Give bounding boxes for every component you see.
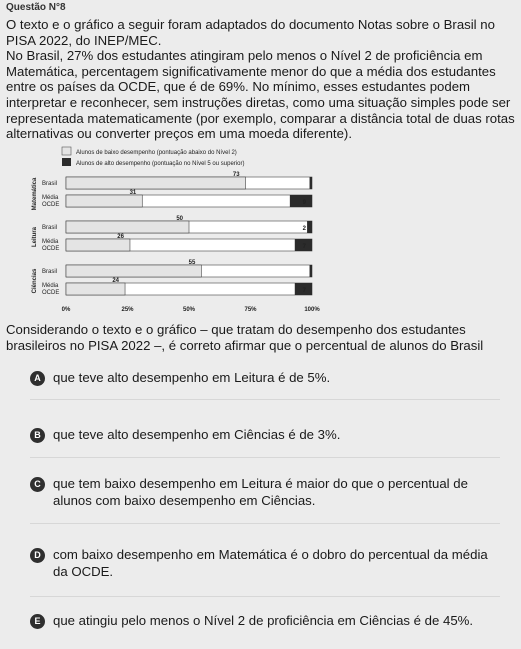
x-tick-label: 50%	[182, 307, 196, 313]
option-e-badge: E	[30, 614, 45, 629]
legend-swatch-high	[62, 158, 71, 166]
bar-low	[66, 195, 142, 207]
bar-low-label: 24	[112, 278, 120, 284]
question-label: Questão N°8	[6, 2, 66, 13]
option-a-text: que teve alto desempenho em Leitura é de 5%.	[53, 370, 331, 385]
intro-paragraph-1: O texto e o gráfico a seguir foram adaptados do documento Notas sobre o Brasil no PISA 2022, do INEP/MEC.	[6, 17, 495, 48]
divider	[30, 523, 500, 524]
divider	[30, 457, 500, 458]
bar-low	[66, 283, 125, 295]
bar-high	[307, 221, 312, 233]
option-b-badge: B	[30, 428, 45, 443]
bar-low	[66, 221, 189, 233]
bar-high	[310, 177, 312, 189]
bar-high-label: 7	[302, 288, 306, 294]
x-tick-label: 100%	[304, 307, 320, 313]
pisa-chart	[0, 145, 521, 321]
x-tick-label: 25%	[121, 307, 134, 313]
option-d-text: com baixo desempenho em Matemática é o dobro do percentual da média da OCDE.	[53, 547, 488, 579]
group-label: Ciências	[32, 268, 38, 294]
bar-low-label: 50	[176, 216, 183, 222]
bar-high-label: 2	[302, 226, 306, 232]
group-label: Matemática	[32, 177, 38, 211]
bar-high-label: 9	[302, 200, 306, 206]
chart-svg	[0, 145, 521, 321]
group-label: Leitura	[32, 226, 38, 248]
bar-high-label: 7	[302, 244, 306, 250]
bar-high	[290, 195, 312, 207]
bar-low-label: 73	[232, 172, 240, 178]
row-label: Brasil	[42, 181, 58, 187]
option-e-text: que atingiu pelo menos o Nível 2 de proficiência em Ciências é de 45%.	[53, 613, 474, 628]
bar-low	[66, 177, 246, 189]
x-tick-label: 0%	[61, 307, 71, 313]
legend-label-low: Alunos de baixo desempenho (pontuação abaixo do Nível 2)	[76, 150, 237, 156]
intro-text	[6, 17, 516, 142]
bar-low-label: 26	[117, 234, 124, 240]
legend-swatch-low	[62, 147, 71, 155]
row-label: Brasil	[42, 269, 58, 275]
option-d-badge: D	[30, 548, 45, 563]
row-label: OCDE	[42, 246, 60, 252]
bar-low	[66, 239, 130, 251]
bar-high	[310, 265, 312, 277]
intro-paragraph-2: No Brasil, 27% dos estudantes atingiram pelo menos o Nível 2 de proficiência em Matemática, percentagem significativamente menor do que a média dos estudantes entre os países da OCDE, que é de 69%. No mínimo, esses estudantes podem interpretar e reconhecer, sem instruções diretas, como uma situação simples pode ser representada matematicamente (por exemplo, comparar a distância total de duas rotas alternativas ou converter preços em uma moeda diferente).	[6, 48, 515, 142]
row-label: OCDE	[42, 290, 60, 296]
option-c-badge: C	[30, 477, 45, 492]
option-b-text: que teve alto desempenho em Ciências é de 3%.	[53, 427, 341, 442]
row-label: Média	[42, 283, 59, 289]
question-prompt: Considerando o texto e o gráfico – que tratam do desempenho dos estudantes brasileiros no PISA 2022 –, é correto afirmar que o percentual de alunos do Brasil	[6, 322, 484, 353]
row-label: OCDE	[42, 202, 60, 208]
row-label: Média	[42, 239, 59, 245]
bar-low-label: 55	[188, 260, 196, 266]
bar-low-label: 31	[129, 190, 137, 196]
option-a-badge: A	[30, 371, 45, 386]
x-tick-label: 75%	[244, 307, 257, 313]
bar-low	[66, 265, 201, 277]
row-label: Média	[42, 195, 59, 201]
divider	[30, 399, 500, 400]
legend-label-high: Alunos de alto desempenho (pontuação no Nível 5 ou superior)	[76, 161, 245, 167]
row-label: Brasil	[42, 225, 58, 231]
divider	[30, 596, 500, 597]
option-c-text: que tem baixo desempenho em Leitura é maior do que o percentual de alunos com baixo desempenho em Ciências.	[53, 476, 468, 508]
